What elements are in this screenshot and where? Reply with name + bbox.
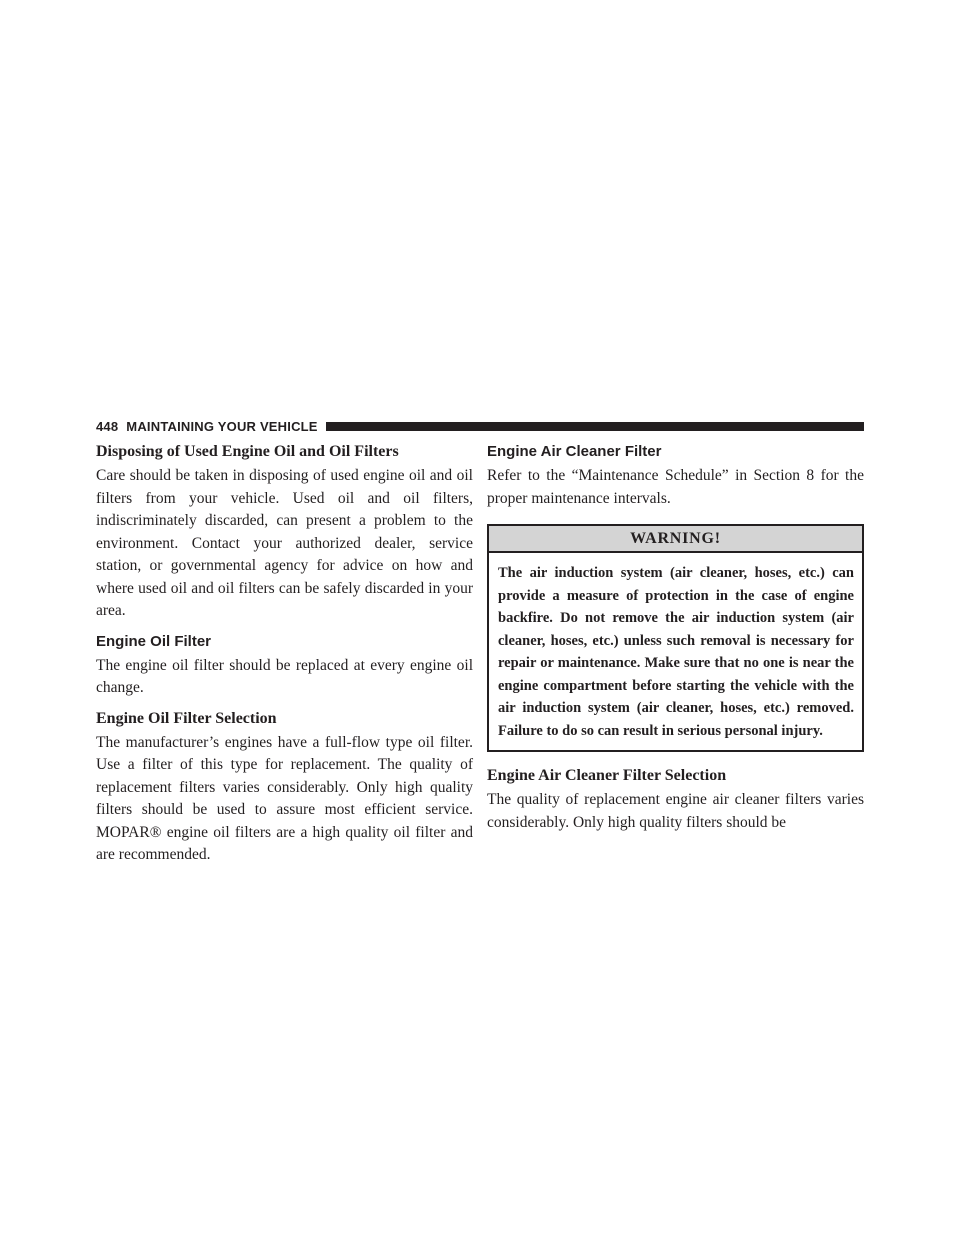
left-column <box>96 442 473 867</box>
warning-text: The air induction system (air cleaner, hoses, etc.) can provide a measure of protection in the case of engine backfire. Do not remove the air induction system (air cleaner, hoses, etc.) unless such removal is necessary for repair or maintenance. Make sure that no one is near the engine compartment before starting the vehicle with the air induction system (air cleaner, hoses, etc.) removed. Failure to do so can result in serious personal injury. <box>498 565 854 739</box>
warning-title: WARNING! <box>489 526 862 553</box>
paragraph-engine-oil-filter: The engine oil filter should be replaced at every engine oil change. <box>96 656 473 696</box>
header-rule-bar <box>326 422 864 431</box>
page-header <box>96 418 864 434</box>
heading-disposing-oil: Disposing of Used Engine Oil and Oil Filters <box>96 443 399 460</box>
paragraph-air-cleaner-filter: Refer to the “Maintenance Schedule” in Section 8 for the proper maintenance intervals. <box>487 467 864 507</box>
heading-engine-oil-filter: Engine Oil Filter <box>96 632 212 650</box>
paragraph-disposing-oil: Care should be taken in disposing of used engine oil and oil filters from your vehicle. Used oil and oil filters, indiscriminately discarded, can present a problem to the environment. Contact your authorized dealer, service station, or governmental agency for advice on how and where used oil and oil filters can be safely discarded in your area. <box>96 467 473 619</box>
paragraph-oil-filter-selection: The manufacturer’s engines have a full-flow type oil filter. Use a filter of this type for replacement. The quality of replacement filters varies considerably. Only high quality filters should be used to assure most efficient service. MOPAR® engine oil filters are a high quality oil filter and are recommended. <box>96 733 473 863</box>
heading-air-cleaner-filter: Engine Air Cleaner Filter <box>487 443 662 460</box>
right-column <box>487 442 864 834</box>
paragraph-air-cleaner-selection: The quality of replacement engine air cleaner filters varies considerably. Only high quality filters should be <box>487 791 864 831</box>
warning-box <box>487 524 864 752</box>
heading-air-cleaner-selection: Engine Air Cleaner Filter Selection <box>487 767 727 784</box>
page-number: 448 <box>96 418 119 434</box>
heading-oil-filter-selection: Engine Oil Filter Selection <box>96 709 277 727</box>
section-title: MAINTAINING YOUR VEHICLE <box>126 418 318 434</box>
